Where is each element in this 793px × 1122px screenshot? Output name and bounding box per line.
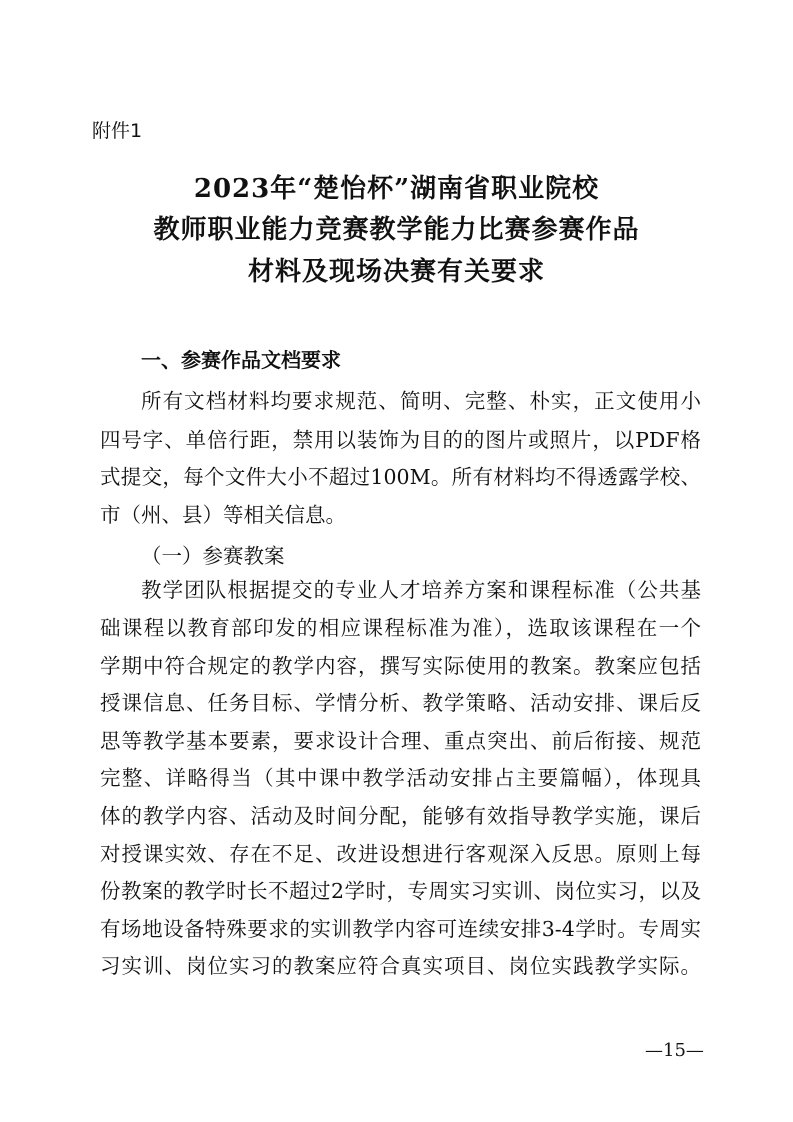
paragraph-line: 习实训、岗位实习的教案应符合真实项目、岗位实践教学实际。 [100, 954, 701, 978]
page-number: —15— [645, 1040, 704, 1061]
paragraph-line: 教学团队根据提交的专业人才培养方案和课程标准（公共基 [141, 578, 701, 602]
document-title-line-1: 2023年“楚怡杯”湖南省职业院校 [193, 174, 600, 204]
paragraph-line: 份教案的教学时长不超过2学时，专周实习实训、岗位实习，以及 [100, 879, 701, 903]
paragraph-line: 学期中符合规定的教学内容，撰写实际使用的教案。教案应包括 [100, 654, 701, 678]
paragraph-line: 市（州、县）等相关信息。 [100, 503, 346, 527]
paragraph-line: 思等教学基本要素，要求设计合理、重点突出、前后衔接、规范 [100, 729, 701, 753]
paragraph-line: 对授课实效、存在不足、改进设想进行客观深入反思。原则上每 [100, 842, 701, 866]
paragraph-line: 式提交，每个文件大小不超过100M。所有材料均不得透露学校、 [100, 465, 701, 489]
paragraph-line: 体的教学内容、活动及时间分配，能够有效指导教学实施，课后 [100, 804, 701, 828]
paragraph-line: 四号字、单倍行距，禁用以装饰为目的的图片或照片，以PDF格 [100, 428, 701, 452]
paragraph-line: 础课程以教育部印发的相应课程标准为准），选取该课程在一个 [100, 616, 701, 640]
attachment-label: 附件1 [92, 120, 143, 142]
document-title-line-3: 材料及现场决赛有关要求 [247, 257, 545, 287]
document-title-line-2: 教师职业能力竞赛教学能力比赛参赛作品 [153, 215, 640, 245]
paragraph-line: 完整、详略得当（其中课中教学活动安排占主要篇幅），体现具 [100, 766, 701, 790]
paragraph-line: 有场地设备特殊要求的实训教学内容可连续安排3-4学时。专周实 [100, 917, 701, 941]
paragraph-line: 授课信息、任务目标、学情分析、教学策略、活动安排、课后反 [100, 691, 701, 715]
section-heading: 一、参赛作品文档要求 [141, 348, 341, 372]
subsection-heading: （一）参赛教案 [141, 544, 285, 568]
paragraph-line: 所有文档材料均要求规范、简明、完整、朴实，正文使用小 [141, 389, 701, 413]
